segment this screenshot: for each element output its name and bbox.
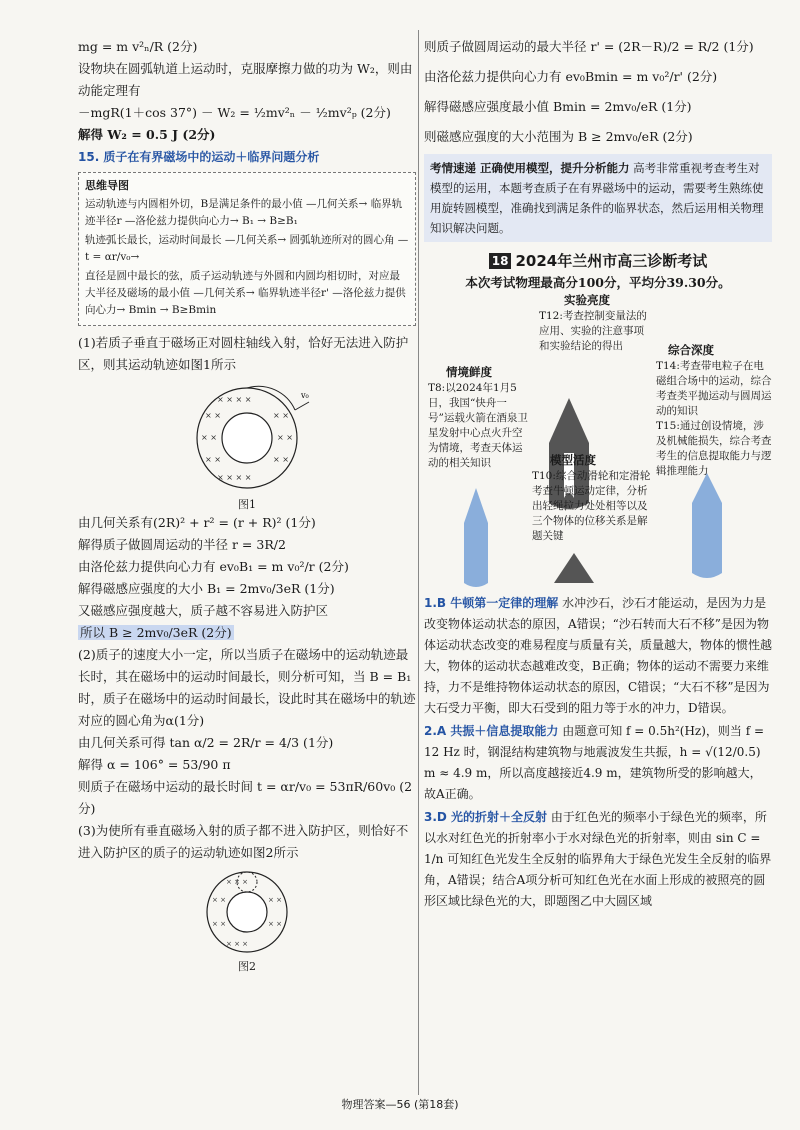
paragraph: (3)为使所有垂直磁场入射的质子都不进入防护区，则恰好不进入防护区的质子的运动轨迹如图2所示 (78, 823, 409, 860)
svg-text:× ×: × × (201, 433, 217, 442)
question-15-title: 15. 质子在有界磁场中的运动＋临界问题分析 (78, 150, 320, 164)
paragraph: 解得质子做圆周运动的半径 r = 3R/2 (78, 537, 286, 552)
answer-2 (424, 721, 772, 805)
mind-map-row: 运动轨迹与内圆相外切，B是满足条件的最小值 —几何关系→ 临界轨迹半径r —洛伦兹力提供向心力→ B₁ → B≥B₁ (85, 198, 403, 227)
paragraph: 又磁感应强度越大，质子越不容易进入防护区 (78, 603, 329, 618)
infographic-text-model: T10:综合动滑轮和定滑轮考查牛顿运动定律，分析出轻绳拉力处处相等以及三个物体的位移关系是解题关键 (532, 470, 651, 542)
paragraph: 由洛伦兹力提供向心力有 ev₀Bmin = m v₀²/r' (2分) (424, 69, 718, 84)
paragraph: 由几何关系可得 tan α/2 = 2R/r = 4/3 (1分) (78, 735, 334, 750)
paragraph: 则磁感应强度的大小范围为 B ≥ 2mv₀/eR (2分) (424, 129, 693, 144)
infographic-text-context: T8:以2024年1月5日，我国“快舟一号”运载火箭在酒泉卫星发射中心点火升空为情境，考查天体运动的相关知识 (428, 382, 528, 469)
paragraph: 则质子做圆周运动的最大半径 r' = (2R－R)/2 = R/2 (1分) (424, 39, 754, 54)
figure-2-diagram (192, 868, 302, 954)
infographic-text-depth: T14:考查带电粒子在电磁组合场中的运动，综合考查类平抛运动与圆周运动的知识 T15:通过创设情境，涉及机械能损失，综合考查考生的信息提取能力与逻辑推理能力 (656, 360, 772, 477)
svg-text:× ×: × × (212, 920, 226, 928)
column-divider (418, 30, 419, 1095)
exam-analysis-box (424, 154, 772, 242)
figure-1-diagram (177, 380, 317, 492)
mind-map-row: 直径是圆中最长的弦，质子运动轨迹与外圆和内圆均相切时，对应最大半径及磁场的最小值 —几何关系→ 临界轨迹半径r' —洛伦兹力提供向心力→ Bmin → B≥Bmin (85, 270, 406, 316)
answer-3 (424, 807, 772, 912)
answer-1 (424, 593, 772, 719)
svg-text:× × × ×: × × × × (217, 473, 252, 482)
answer-1-text: 水冲沙石，沙石才能运动，是因为力是改变物体运动状态的原因，A错误；“沙石转而大石不移”是因为物体运动状态改变的难易程度与质量有关，质量越大，物体的惯性越大，物体的运动状态越难改变，B正确；物体的运动不需要力来维持，力不是维持物体运动状态的原因，C错误；“大石不移”是因为大石受力平衡，即大石受到的阻力等于水的冲力，D错误。 (424, 596, 773, 715)
svg-text:× ×: × × (273, 411, 289, 420)
answer-3-tag: 3.D 光的折射＋全反射 (424, 810, 548, 824)
answer-1-tag: 1.B 牛顿第一定律的理解 (424, 596, 559, 610)
paragraph: (1)若质子垂直于磁场正对圆柱轴线入射，恰好无法进入防护区，则其运动轨迹如图1所示 (78, 335, 409, 372)
svg-text:× ×: × × (205, 455, 221, 464)
svg-text:v₀: v₀ (301, 391, 309, 400)
paragraph (78, 622, 416, 644)
equation-line: mg = m v²ₙ/R (2分) (78, 39, 198, 54)
page-footer: 物理答案—56 (第18套) (341, 1098, 459, 1111)
svg-text:× ×: × × (205, 411, 221, 420)
paragraph: 由洛伦兹力提供向心力有 ev₀B₁ = m v₀²/r (2分) (78, 559, 349, 574)
infographic (424, 293, 772, 593)
infographic-label-context: 情境鲜度 (446, 365, 492, 379)
paragraph: 解得 α = 106° = 53/90 π (78, 757, 231, 772)
answer-3-text: 由于红色光的频率小于绿色光的频率，所以水对红色光的折射率小于水对绿色光的折射率，则由 sin C = 1/n 可知红色光发生全反射的临界角大于绿色光发生全反射的临界角，A错误；结合A项分析可知红色光在水面上形成的被照亮的圆形区域比绿色光的大，即题图乙中大圆区域 (424, 810, 772, 908)
highlighted-result: 所以 B ≥ 2mv₀/3eR (2分) (80, 625, 232, 640)
analysis-body: 高考非常重视考查考生对模型的运用，本题考查质子在有界磁场中的运动，需要考生熟练使用旋转圆模型，准确找到满足条件的临界状态，然后运用相关物理知识解决问题。 (430, 161, 764, 235)
result-line: 解得 W₂ = 0.5 J (2分) (78, 127, 216, 142)
infographic-label-experiment: 实验亮度 (564, 293, 610, 307)
left-column (78, 36, 416, 974)
figure-2-caption: 图2 (238, 960, 256, 973)
exam-score-summary: 本次考试物理最高分100分，平均分39.30分。 (465, 275, 731, 290)
svg-text:× ×: × × (212, 896, 226, 904)
paragraph: 由几何关系有(2R)² + r² = (r + R)² (1分) (78, 515, 316, 530)
figure-1-caption: 图1 (238, 498, 256, 511)
paragraph: 解得磁感应强度最小值 Bmin = 2mv₀/eR (1分) (424, 99, 692, 114)
svg-text:× × ×: × × × (226, 940, 249, 948)
analysis-heading: 考情速递 正确使用模型，提升分析能力 (430, 161, 630, 175)
mind-map-title: 思维导图 (85, 179, 129, 192)
exam-number-badge: 18 (489, 253, 512, 269)
svg-text:× × × ×: × × × × (217, 395, 252, 404)
paragraph: 则质子在磁场中运动的最长时间 t = αr/v₀ = 53πR/60v₀ (2分) (78, 779, 413, 816)
svg-text:× × ×: × × × (226, 878, 249, 886)
mind-map (78, 172, 416, 326)
exam-header (424, 250, 772, 271)
infographic-label-depth: 综合深度 (668, 343, 714, 357)
answer-2-tag: 2.A 共振＋信息提取能力 (424, 724, 559, 738)
paragraph: 设物块在圆弧轨道上运动时，克服摩擦力做的功为 W₂，则由动能定理有 (78, 61, 413, 98)
svg-text:× ×: × × (268, 896, 282, 904)
svg-text:× ×: × × (268, 920, 282, 928)
paragraph: (2)质子的速度大小一定，所以当质子在磁场中的运动轨迹最长时，其在磁场中的运动时间最长，则分析可知，当 B = B₁ 时，质子在磁场中的运动时间最长，设此时其在磁场中的轨迹对应的圆心角为α(1分) (78, 647, 416, 728)
svg-text:× ×: × × (273, 455, 289, 464)
equation-line: －mgR(1＋cos 37°) － W₂ = ½mv²ₙ － ½mv²ₚ (2分) (78, 105, 391, 120)
svg-text:× ×: × × (277, 433, 293, 442)
infographic-text-experiment: T12:考查控制变量法的应用、实验的注意事项和实验结论的得出 (539, 310, 647, 352)
paragraph: 解得磁感应强度的大小 B₁ = 2mv₀/3eR (1分) (78, 581, 335, 596)
mind-map-row: 轨迹弧长最长，运动时间最长 —几何关系→ 圆弧轨迹所对的圆心角 —t = αr/v₀→ (85, 234, 409, 263)
answer-2-text: 由题意可知 f = 0.5h²(Hz)，则当 f = 12 Hz 时，钢混结构建筑物与地震波发生共振，h = √(12/0.5) m ≈ 4.9 m，所以高度越接近4.9 m，建筑物所受的影响越大，故A正确。 (424, 724, 765, 801)
exam-title: 2024年兰州市高三诊断考试 (515, 252, 708, 270)
right-column (424, 36, 772, 914)
infographic-label-model: 模型活度 (550, 453, 596, 467)
